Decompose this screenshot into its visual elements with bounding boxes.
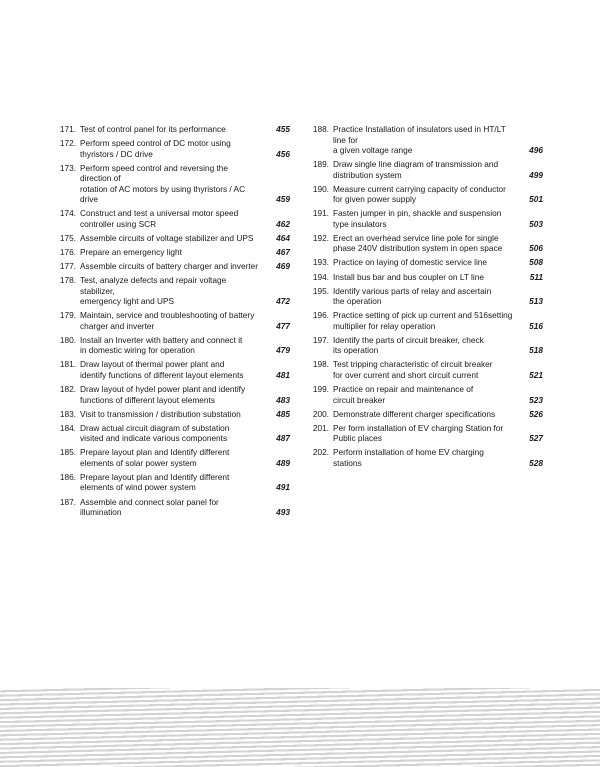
toc-entry-number: 190. <box>312 183 329 194</box>
toc-entry-page-number: 493 <box>276 507 290 517</box>
toc-entry-page-number: 508 <box>529 257 543 268</box>
toc-entry-number: 198. <box>312 359 329 370</box>
toc-entry-number: 175. <box>59 232 76 243</box>
toc-entry-number: 181. <box>59 359 76 370</box>
toc-entry-page-number: 479 <box>276 345 290 356</box>
toc-entry <box>56 261 290 272</box>
toc-entry-number: 178. <box>59 275 76 286</box>
toc-entry-page-number: 523 <box>529 394 543 405</box>
toc-entry-title: Prepare layout plan and Identify different elements of wind power system <box>80 471 230 493</box>
toc-entry <box>309 359 543 380</box>
toc-entry <box>309 257 543 268</box>
toc-entry-page-number: 528 <box>529 457 543 468</box>
toc-entry <box>309 335 543 356</box>
toc-entry-title: Practice on repair and maintenance of circuit breaker <box>333 384 474 405</box>
toc-entry-title: Practice on laying of domestic service line <box>333 257 488 268</box>
toc-entry <box>56 423 290 444</box>
toc-entry <box>309 159 543 180</box>
toc-entry-number: 187. <box>59 496 76 507</box>
toc-entry-title: Visit to transmission / distribution substation <box>80 408 241 419</box>
toc-entry-title: Install an Inverter with battery and connect it in domestic wiring for operation <box>80 334 243 356</box>
toc-entry-title: Assemble circuits of battery charger and inverter <box>80 261 258 272</box>
toc-entry-page-number: 511 <box>529 271 543 282</box>
toc-entry-title: Perform speed control of DC motor using thyristors / DC drive <box>80 138 231 159</box>
toc-entry <box>56 163 290 205</box>
toc-entry-page-number: 526 <box>529 408 543 419</box>
contents-right-column <box>309 124 543 472</box>
toc-entry <box>309 272 543 283</box>
toc-entry-number: 191. <box>312 208 329 219</box>
toc-entry-page-number: 499 <box>529 169 543 180</box>
toc-entry <box>309 124 543 156</box>
toc-entry-title: Install bus bar and bus coupler on LT line <box>333 271 484 282</box>
toc-entry <box>309 184 543 205</box>
toc-entry-number: 201. <box>312 422 329 433</box>
toc-entry-page-number: 456 <box>276 148 290 159</box>
toc-entry <box>56 409 290 420</box>
toc-entry-number: 179. <box>59 310 76 321</box>
toc-entry-title: Test, analyze defects and repair voltage stabilizer, emergency light and UPS <box>80 275 227 307</box>
toc-entry <box>309 310 543 331</box>
toc-entry <box>56 310 290 331</box>
toc-entry <box>56 472 290 493</box>
toc-entry-number: 171. <box>59 124 76 134</box>
toc-entry-number: 182. <box>59 384 76 395</box>
toc-entry-page-number: 469 <box>276 261 290 272</box>
toc-entry <box>56 275 290 307</box>
contents-left-column <box>56 124 290 521</box>
toc-entry-title: Identify various parts of relay and ascertain the operation <box>333 285 492 307</box>
toc-entry-title: Prepare an emergency light <box>80 246 182 257</box>
toc-entry-page-number: 483 <box>276 394 290 405</box>
toc-entry-page-number: 472 <box>276 296 290 307</box>
toc-entry-page-number: 464 <box>276 232 290 243</box>
decorative-stripe-band <box>0 688 600 767</box>
toc-entry <box>309 447 543 468</box>
toc-entry-title: Test tripping characteristic of circuit breaker for over current and short circuit current <box>333 359 493 380</box>
toc-entry <box>309 233 543 254</box>
toc-entry <box>309 423 543 444</box>
toc-entry <box>309 208 543 229</box>
toc-entry <box>56 233 290 244</box>
toc-entry-number: 186. <box>59 471 76 482</box>
toc-entry <box>56 447 290 468</box>
toc-entry-page-number: 513 <box>529 296 543 307</box>
toc-entry-number: 194. <box>312 271 329 282</box>
toc-entry-number: 199. <box>312 384 329 395</box>
toc-entry <box>56 384 290 405</box>
toc-entry-page-number: 518 <box>529 345 543 356</box>
toc-entry-number: 197. <box>312 334 329 345</box>
toc-entry-number: 174. <box>59 208 76 219</box>
toc-entry-number: 192. <box>312 232 329 243</box>
toc-entry-title: Draw single line diagram of transmission and distribution system <box>333 159 499 180</box>
toc-entry-title: Identify the parts of circuit breaker, check its operation <box>333 334 484 356</box>
toc-entry-page-number: 506 <box>529 243 543 254</box>
toc-entry-number: 173. <box>59 162 76 173</box>
toc-entry <box>56 138 290 159</box>
toc-entry-number: 180. <box>59 334 76 345</box>
toc-entry-page-number: 521 <box>529 369 543 380</box>
toc-entry-number: 195. <box>312 285 329 296</box>
toc-entry-page-number: 503 <box>529 218 543 229</box>
toc-entry-page-number: 459 <box>276 194 290 205</box>
toc-entry-title: Demonstrate different charger specifications <box>333 408 496 419</box>
toc-entry-title: Practice setting of pick up current and 516setting multiplier for relay operation <box>333 310 513 331</box>
toc-entry-title: Assemble and connect solar panel for illumination <box>80 496 219 517</box>
toc-entry-number: 193. <box>312 257 329 268</box>
toc-entry-page-number: 491 <box>276 482 290 493</box>
toc-entry <box>56 497 290 518</box>
toc-entry-page-number: 485 <box>276 408 290 419</box>
toc-entry-page-number: 467 <box>276 246 290 257</box>
toc-entry <box>309 384 543 405</box>
toc-entry-number: 188. <box>312 124 329 134</box>
toc-entry-number: 189. <box>312 159 329 170</box>
toc-entry-title: Construct and test a universal motor speed controller using SCR <box>80 208 239 229</box>
toc-entry-number: 184. <box>59 422 76 433</box>
toc-entry-title: Assemble circuits of voltage stabilizer and UPS <box>80 232 254 243</box>
toc-entry-title: Maintain, service and troubleshooting of battery charger and inverter <box>80 310 255 331</box>
toc-entry-title: Test of control panel for its performance <box>80 124 226 134</box>
toc-entry-title: Perform installation of home EV charging stations <box>333 447 484 468</box>
toc-entry-number: 183. <box>59 408 76 419</box>
toc-entry <box>309 286 543 307</box>
toc-entry-page-number: 481 <box>276 369 290 380</box>
toc-entry-page-number: 516 <box>529 320 543 331</box>
toc-entry <box>56 124 290 135</box>
toc-entry-title: Per form installation of EV charging Station for Public places <box>333 422 504 444</box>
toc-entry <box>309 409 543 420</box>
toc-entry-title: Erect an overhead service line pole for single phase 240V distribution system in open space <box>333 232 503 254</box>
toc-entry-number: 185. <box>59 447 76 458</box>
toc-entry-page-number: 462 <box>276 218 290 229</box>
toc-entry-title: Fasten jumper in pin, shackle and suspension type insulators <box>333 208 502 229</box>
toc-entry-number: 196. <box>312 310 329 321</box>
toc-entry-title: Measure current carrying capacity of conductor for given power supply <box>333 183 506 205</box>
toc-entry-page-number: 455 <box>276 124 290 134</box>
toc-entry-title: Perform speed control and reversing the direction of rotation of AC motors by using thyristors / AC drive <box>80 162 246 205</box>
toc-entry-number: 200. <box>312 408 329 419</box>
toc-entry-page-number: 501 <box>529 194 543 205</box>
toc-entry-page-number: 527 <box>529 433 543 444</box>
toc-entry-title: Practice Installation of insulators used in HT/LT line for a given voltage range <box>333 124 506 155</box>
toc-entry-number: 172. <box>59 138 76 149</box>
toc-entry-number: 176. <box>59 246 76 257</box>
toc-entry-number: 177. <box>59 261 76 272</box>
toc-entry-title: Draw layout of thermal power plant and identify functions of different layout elements <box>80 359 244 380</box>
toc-entry-page-number: 487 <box>276 433 290 444</box>
toc-entry-number: 202. <box>312 447 329 458</box>
toc-entry-page-number: 496 <box>529 145 543 155</box>
toc-entry <box>56 335 290 356</box>
toc-entry <box>56 247 290 258</box>
toc-entry <box>56 359 290 380</box>
toc-entry-title: Draw layout of hydel power plant and identify functions of different layout elements <box>80 384 246 405</box>
toc-entry-page-number: 489 <box>276 457 290 468</box>
toc-entry-title: Draw actual circuit diagram of substation visited and indicate various components <box>80 422 230 444</box>
toc-entry <box>56 208 290 229</box>
toc-entry-title: Prepare layout plan and Identify different elements of solar power system <box>80 447 230 468</box>
toc-entry-page-number: 477 <box>276 320 290 331</box>
